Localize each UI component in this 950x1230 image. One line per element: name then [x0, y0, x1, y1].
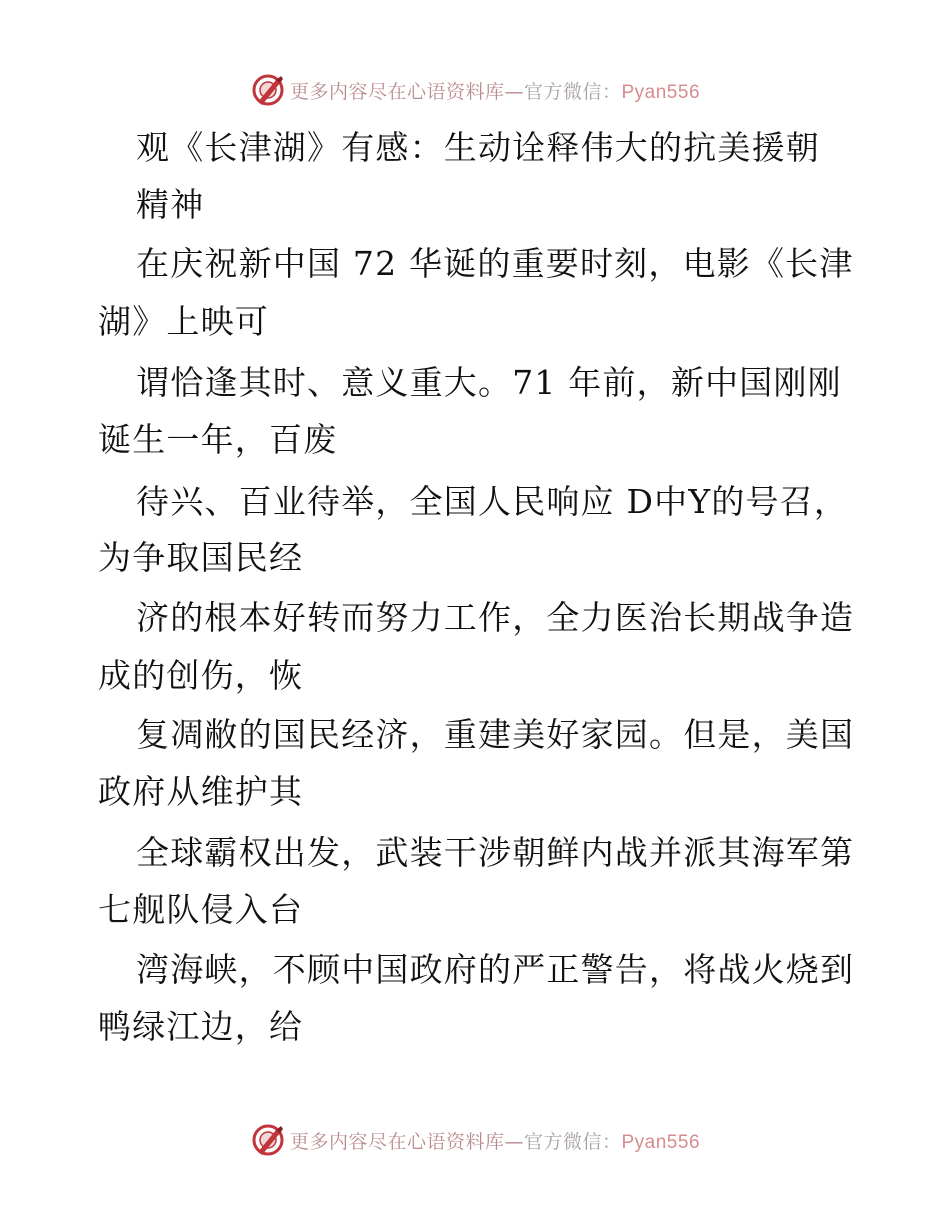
pen-logo-icon [250, 72, 286, 108]
text-line: 政府从维护其 [98, 772, 304, 811]
watermark-brand: 更多内容尽在心语资料库 [289, 80, 505, 103]
watermark-separator: — [504, 1130, 524, 1153]
footer-watermark [0, 1118, 950, 1162]
text-line: 精神 [136, 185, 205, 224]
watermark-brand: 更多内容尽在心语资料库 [289, 1130, 505, 1153]
text-line: 湖》上映可 [98, 302, 269, 341]
header-watermark [0, 68, 950, 112]
text-line: 成的创伤，恢 [98, 656, 304, 695]
watermark-text [290, 77, 700, 104]
pen-logo-icon [250, 1122, 286, 1158]
watermark-wechat-label: 官方微信： [523, 1130, 622, 1153]
text-line: 谓恰逢其时、意义重大。71 年前，新中国刚刚 [136, 363, 842, 402]
text-line: 在庆祝新中国 72 华诞的重要时刻，电影《长津 [136, 244, 854, 283]
text-line: 湾海峡，不顾中国政府的严正警告，将战火烧到 [136, 950, 855, 989]
text-line: 诞生一年，百废 [98, 420, 338, 459]
watermark-wechat-label: 官方微信： [523, 80, 622, 103]
text-line: 济的根本好转而努力工作，全力医治长期战争造 [136, 598, 855, 637]
watermark-separator: — [504, 80, 524, 103]
text-line: 七舰队侵入台 [98, 890, 304, 929]
text-line: 复凋敝的国民经济，重建美好家园。但是，美国 [136, 715, 855, 754]
text-line: 鸭绿江边，给 [98, 1007, 304, 1046]
text-line: 观《长津湖》有感：生动诠释伟大的抗美援朝 [136, 128, 820, 167]
watermark-wechat-id: Pyan556 [621, 1131, 701, 1153]
watermark-wechat-id: Pyan556 [621, 81, 701, 103]
watermark-text [290, 1127, 700, 1154]
text-line: 为争取国民经 [98, 538, 304, 577]
text-line: 待兴、百业待举，全国人民响应 D中Y的号召， [136, 482, 849, 521]
text-line: 全球霸权出发，武装干涉朝鲜内战并派其海军第 [136, 833, 855, 872]
